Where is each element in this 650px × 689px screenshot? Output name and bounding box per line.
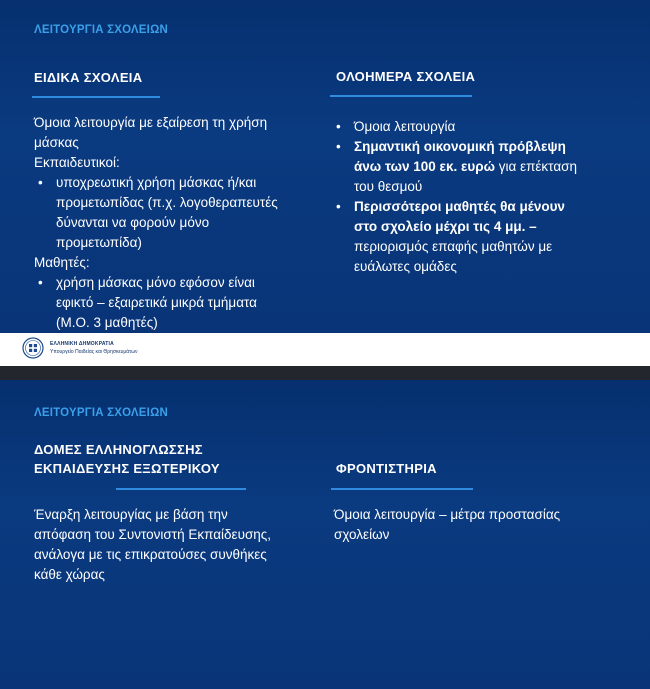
slide-2 — [0, 380, 650, 689]
text-line: Όμοια λειτουργία – μέτρα προστασίας — [334, 507, 561, 522]
slide-1-section-label: ΛΕΙΤΟΥΡΓΙΑ ΣΧΟΛΕΙΩΝ — [34, 24, 168, 36]
intro-line: Όμοια λειτουργία με εξαίρεση τη χρήση — [34, 115, 268, 130]
heading-line: ΔΟΜΕΣ ΕΛΛΗΝΟΓΛΩΣΣΗΣ — [34, 442, 203, 457]
all-day-bullet-1 — [332, 117, 632, 137]
bold-amount: άνω των 100 εκ. ευρώ — [354, 159, 496, 174]
tutoring-centers-heading: ΦΡΟΝΤΙΣΤΗΡΙΑ — [336, 461, 437, 476]
slide-footer — [0, 333, 650, 366]
intro-line: μάσκας — [34, 135, 79, 150]
special-schools-body — [34, 113, 319, 333]
bullet-line: προμετωπίδας (π.χ. λογοθεραπευτές — [56, 195, 278, 210]
all-day-bullet-3 — [332, 197, 632, 277]
bullet-line: προμετωπίδα) — [56, 235, 142, 250]
text-line: Έναρξη λειτουργίας με βάση την — [34, 507, 228, 522]
heading-underline — [330, 95, 472, 97]
all-day-bullet-2 — [332, 137, 632, 197]
bullet-line: • υποχρεωτική χρήση μάσκας ή/και — [56, 175, 257, 190]
heading-underline — [32, 96, 160, 98]
bullet-line: εφικτό – εξαιρετικά μικρά τμήματα — [56, 295, 257, 310]
greek-schools-abroad-body — [34, 505, 319, 585]
bullet-line: δύνανται να φορούν μόνο — [56, 215, 210, 230]
bullet-line: στο σχολείο μέχρι τις 4 μμ. – — [354, 219, 537, 234]
bullet-line: • Όμοια λειτουργία — [354, 119, 456, 134]
bullet-text: για επέκταση — [495, 159, 577, 174]
students-bullet — [34, 273, 319, 333]
bullet-line: περιορισμός επαφής μαθητών με — [354, 239, 553, 254]
greek-emblem-icon — [22, 337, 44, 359]
slide-separator — [0, 366, 650, 380]
tutoring-centers-body — [334, 505, 634, 545]
bullet-line: • χρήση μάσκας μόνο εφόσον είναι — [56, 275, 255, 290]
teachers-label: Εκπαιδευτικοί: — [34, 155, 120, 170]
bullet-line: • Περισσότεροι μαθητές θα μένουν — [354, 199, 565, 214]
org-name: ΕΛΛΗΝΙΚΗ ΔΗΜΟΚΡΑΤΙΑ — [50, 341, 114, 347]
students-label: Μαθητές: — [34, 255, 90, 270]
heading-underline — [116, 488, 246, 490]
bullet-line: του θεσμού — [354, 179, 423, 194]
all-day-schools-body — [332, 117, 632, 277]
text-line: κάθε χώρας — [34, 567, 105, 582]
slide-2-section-label: ΛΕΙΤΟΥΡΓΙΑ ΣΧΟΛΕΙΩΝ — [34, 407, 168, 419]
all-day-bullets — [332, 117, 632, 277]
ministry-name: Υπουργείο Παιδείας και Θρησκευμάτων — [50, 349, 138, 355]
slide-1 — [0, 0, 650, 333]
bullet-line: (Μ.Ο. 3 μαθητές) — [56, 315, 158, 330]
students-bullets — [34, 273, 319, 333]
special-schools-heading: ΕΙΔΙΚΑ ΣΧΟΛΕΙΑ — [34, 70, 143, 85]
bullet-line: • Σημαντική οικονομική πρόβλεψη — [354, 139, 566, 154]
bullet-line — [354, 157, 632, 177]
text-line: σχολείων — [334, 527, 390, 542]
heading-line: ΕΚΠΑΙΔΕΥΣΗΣ ΕΞΩΤΕΡΙΚΟΥ — [34, 461, 220, 476]
teachers-bullet — [34, 173, 319, 253]
text-line: ανάλογα με τις επικρατούσες συνθήκες — [34, 547, 267, 562]
teachers-bullets — [34, 173, 319, 253]
bullet-line: ευάλωτες ομάδες — [354, 259, 457, 274]
heading-underline — [331, 488, 473, 490]
text-line: απόφαση του Συντονιστή Εκπαίδευσης, — [34, 527, 272, 542]
all-day-schools-heading: ΟΛΟΗΜΕΡΑ ΣΧΟΛΕΙΑ — [336, 69, 476, 84]
greek-schools-abroad-heading — [34, 440, 220, 478]
